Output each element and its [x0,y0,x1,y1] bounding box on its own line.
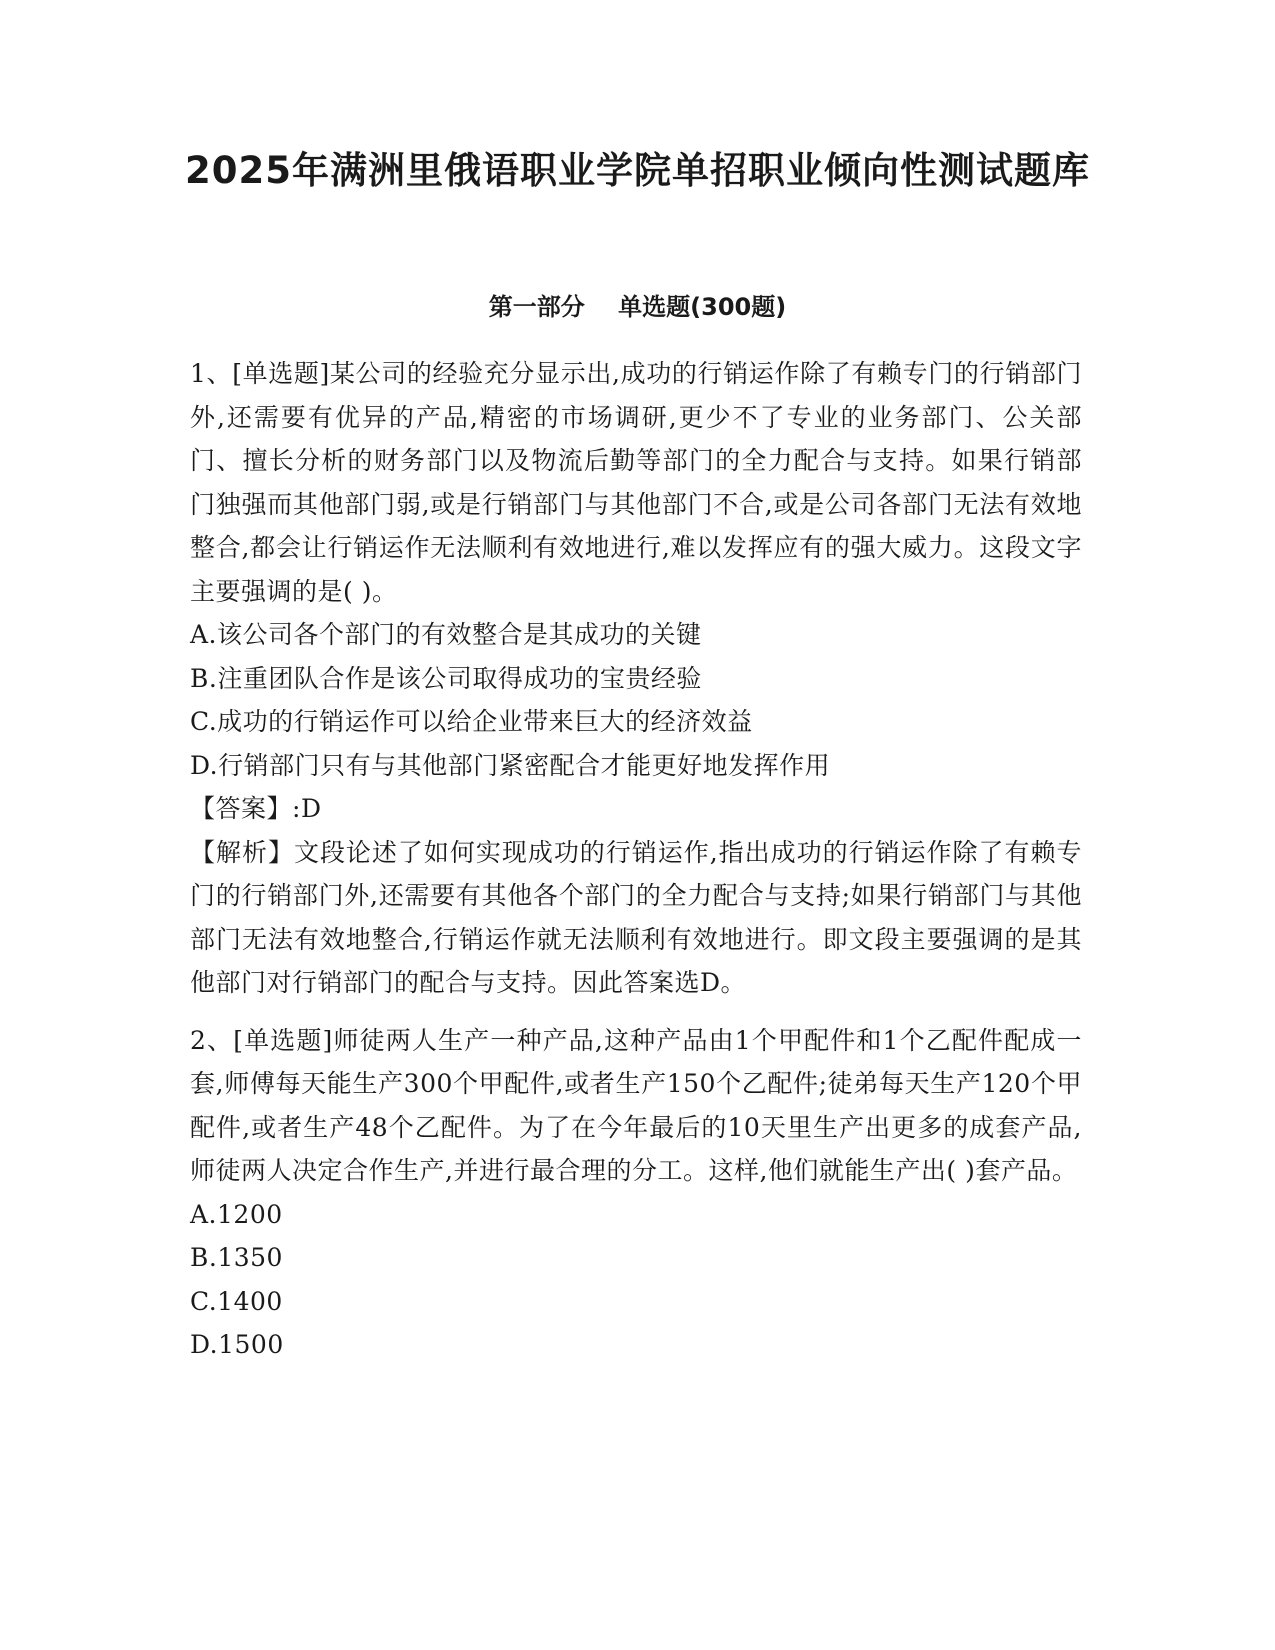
question-list [190,352,1082,1374]
option-d: D.行销部门只有与其他部门紧密配合才能更好地发挥作用 [190,750,831,780]
analysis-text: 文段论述了如何实现成功的行销运作,指出成功的行销运作除了有赖专门的行销部门外,还需要有其他各个部门的全力配合与支持;如果行销部门与其他部门无法有效地整合,行销运作就无法顺利有效地进行。即文段主要强调的是其他部门对行销部门的配合与支持。因此答案选D。 [190,837,1082,997]
section-heading: 第一部分 单选题(300题) [488,293,787,321]
option-b: B.注重团队合作是该公司取得成功的宝贵经验 [190,663,702,693]
question-1 [190,352,1082,1005]
answer-label: 【答案】 [190,794,293,823]
answer-value: :D [292,794,322,823]
option-a: A.1200 [190,1199,283,1229]
analysis-paragraph [190,831,1082,1005]
question-stem: 2、[单选题]师徒两人生产一种产品,这种产品由1个甲配件和1个乙配件配成一套,师傅每天能生产300个甲配件,或者生产150个乙配件;徒弟每天生产120个甲配件,或者生产48个乙配件。为了在今年最后的10天里生产出更多的成套产品,师徒两人决定合作生产,并进行最合理的分工。这样,他们就能生产出( )套产品。 [190,1025,1082,1185]
option-d: D.1500 [190,1330,284,1359]
answer-line [190,787,1082,831]
option-a: A.该公司各个部门的有效整合是其成功的关键 [190,620,702,649]
option-c: C.1400 [190,1286,283,1316]
option-c: C.成功的行销运作可以给企业带来巨大的经济效益 [190,707,753,736]
option-b: B.1350 [190,1243,283,1272]
analysis-label: 【解析】 [190,837,294,867]
question-stem: 1、[单选题]某公司的经验充分显示出,成功的行销运作除了有赖专门的行销部门外,还需要有优异的产品,精密的市场调研,更少不了专业的业务部门、公关部门、擅长分析的财务部门以及物流后勤等部门的全力配合与支持。如果行销部门独强而其他部门弱,或是行销部门与其他部门不合,或是公司各部门无法有效地整合,都会让行销运作无法顺利有效地进行,难以发挥应有的强大威力。这段文字主要强调的是( )。 [190,359,1082,606]
document-title: 2025年满洲里俄语职业学院单招职业倾向性测试题库 [185,149,1090,192]
question-2 [190,1019,1082,1367]
